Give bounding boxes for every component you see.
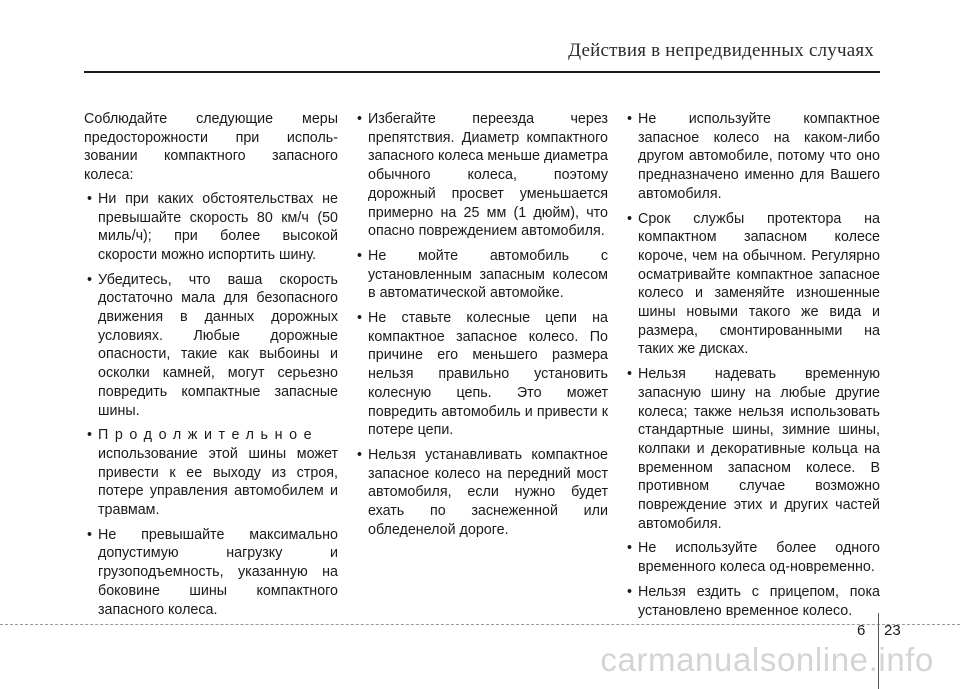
- header-title: Действия в непредвиденных случаях: [568, 40, 874, 61]
- column-2: [354, 110, 608, 545]
- list-item: • Избегайте переезда через препятствия. Диаметр компактного запасного колеса меньше диаметра обычного колеса, поэтому дорожный просвет уменьшается примерно на 25 мм (1 дюйм), что опасно повреждением автомобиля.: [357, 111, 608, 240]
- bullet-icon: •: [87, 271, 93, 288]
- list-item: • Срок службы протектора на компактном запасном колесе короче, чем на обычном. Регулярно осматривайте компактное запасное колесо и заменяйте изношенные шины новыми такого же вида и размера, смонтированными на таких же дисках.: [627, 210, 880, 358]
- list-item: • Нельзя ездить с прицепом, пока установлено временное колесо.: [627, 583, 880, 619]
- bullet-icon: •: [87, 526, 93, 543]
- list-item: • Не используйте более одного временного колеса од-новременно.: [627, 540, 880, 576]
- watermark: carmanualsonline.info: [600, 641, 934, 678]
- bullet-icon: •: [87, 190, 93, 207]
- bullet-icon: •: [357, 446, 363, 463]
- list-item: • Не мойте автомобиль с установленным запасным колесом в автоматической автомойке.: [357, 247, 608, 302]
- list-item: • Нельзя устанавливать компактное запасное колесо на передний мост автомобиля, если нужно будет ехать по заснеженной или обледенелой дороге.: [357, 446, 608, 538]
- bullet-icon: •: [357, 247, 363, 264]
- page-number: 23: [884, 622, 901, 639]
- footer-rule: [0, 624, 960, 625]
- bullet-icon: •: [627, 583, 633, 600]
- list-item: • Не превышайте максимально допустимую нагрузку и грузоподъемность, указанную на боковине шины компактного запасного колеса.: [87, 526, 338, 618]
- bullet-icon: •: [87, 427, 93, 444]
- bullet-icon: •: [357, 310, 363, 327]
- intro-paragraph: Соблюдайте следующие меры предосторожности при исполь-зовании компактного запасного колеса:: [84, 111, 338, 184]
- precaution-list-3: [624, 110, 880, 620]
- bullet-icon: •: [627, 210, 633, 227]
- column-3: [624, 110, 880, 626]
- list-item: • Продолжительное использование этой шины может привести к ее выходу из строя, потере управления автомобилем и травмам.: [87, 427, 338, 519]
- bullet-icon: •: [627, 111, 633, 127]
- list-item: • Убедитесь, что ваша скорость достаточно мала для безопасного движения в данных дорожных условиях. Любые дорожные опасности, такие как выбоины и осколки камней, могут серьезно повредить компактные запасные шины.: [87, 271, 338, 419]
- header-rule: [84, 71, 880, 73]
- precaution-list-1: [84, 190, 338, 619]
- bullet-icon: •: [357, 111, 363, 127]
- list-item: • Не используйте компактное запасное колесо на каком-либо другом автомобиле, потому что оно предназначено именно для Вашего автомобиля.: [627, 111, 880, 202]
- chapter-number: 6: [857, 622, 866, 639]
- bullet-icon: •: [627, 366, 633, 383]
- list-item: • Не ставьте колесные цепи на компактное запасное колесо. По причине его меньшего размера нельзя правильно установить колесную цепь. Это может повредить автомобиль и привести к потере цепи.: [357, 310, 608, 439]
- precaution-list-2: [354, 110, 608, 539]
- list-item: • Нельзя надевать временную запасную шину на любые другие колеса; также нельзя использовать стандартные шины, зимние шины, колпаки и декоративные кольца на временном запасном колесе. В противном случае возможно повреждение этих и других частей автомобиля.: [627, 366, 880, 532]
- bullet-icon: •: [627, 540, 633, 557]
- list-item: • Ни при каких обстоятельствах не превышайте скорость 80 км/ч (50 миль/ч); при более высокой скорости можно испортить шину.: [87, 190, 338, 263]
- column-1: [84, 110, 338, 625]
